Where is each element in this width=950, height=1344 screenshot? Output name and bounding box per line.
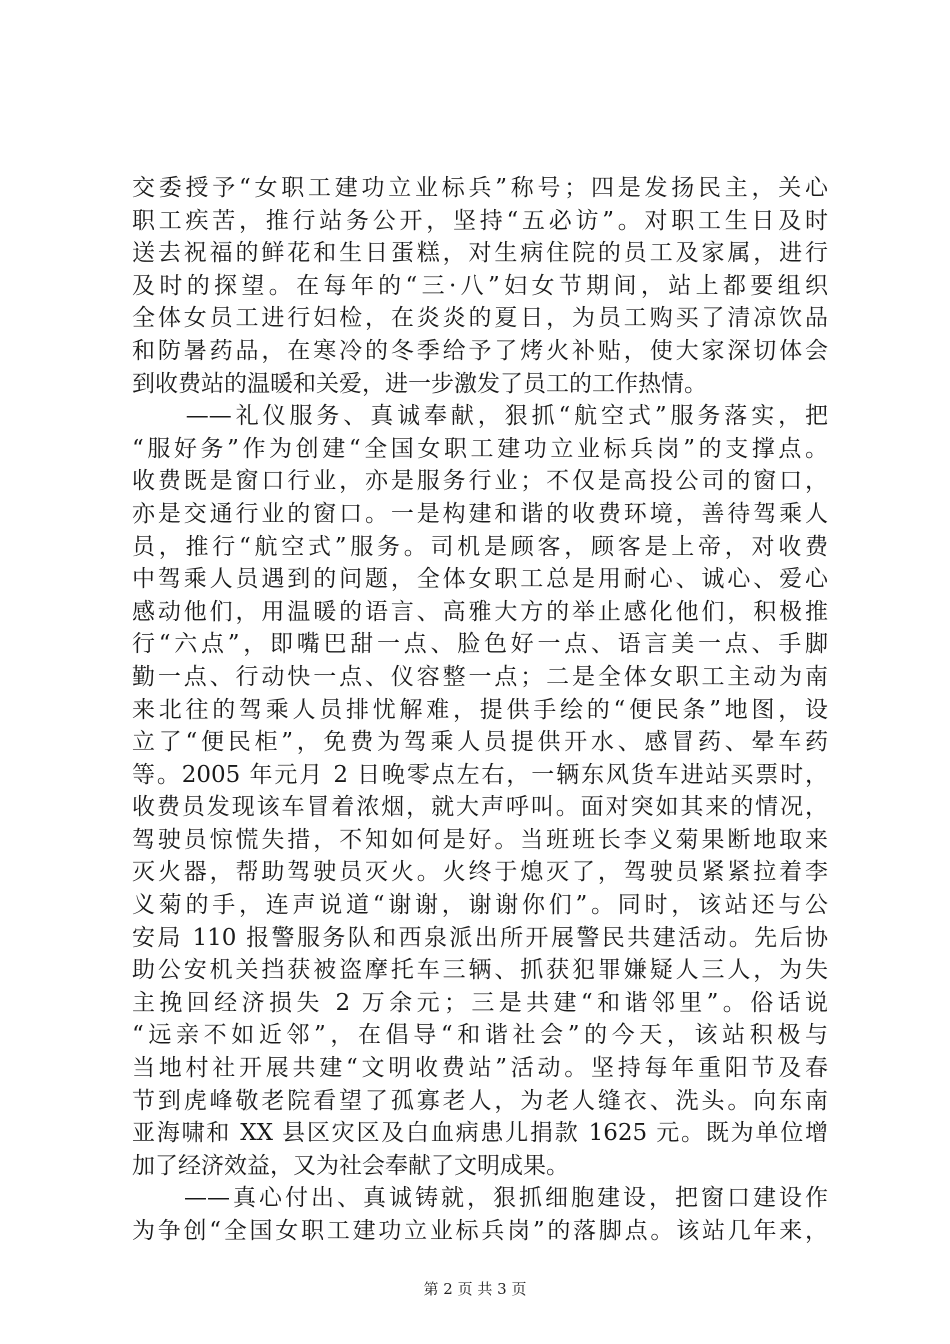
text-line: 立了“便民柜”，免费为驾乘人员提供开水、感冒药、晕车药 bbox=[132, 729, 828, 756]
text-line: 为争创“全国女职工建功立业标兵岗”的落脚点。该站几年来， bbox=[132, 1218, 828, 1244]
text-line: 义菊的手，连声说道“谢谢，谢谢你们”。同时，该站还与公 bbox=[132, 892, 828, 919]
text-line: 当地村社开展共建“文明收费站”活动。坚持每年重阳节及春 bbox=[132, 1055, 828, 1082]
text-line: 加了经济效益，又为社会奉献了文明成果。 bbox=[132, 1152, 569, 1179]
text-line: 主挽回经济损失 2 万余元；三是共建“和谐邻里”。俗话说 bbox=[132, 989, 828, 1016]
text-line: 到收费站的温暖和关爱，进一步激发了员工的工作热情。 bbox=[132, 370, 707, 397]
text-line: 行“六点”，即嘴巴甜一点、脸色好一点、语言美一点、手脚 bbox=[132, 631, 828, 658]
page-footer: 第 2 页 共 3 页 bbox=[423, 1280, 527, 1298]
text-line: 及时的探望。在每年的“三·八”妇女节期间，站上都要组织 bbox=[132, 272, 828, 299]
text-line: 助公安机关挡获被盗摩托车三辆、抓获犯罪嫌疑人三人，为失 bbox=[132, 957, 828, 984]
text-line: “服好务”作为创建“全国女职工建功立业标兵岗”的支撑点。 bbox=[132, 435, 828, 462]
text-line: 等。2005 年元月 2 日晚零点左右，一辆东风货车进站买票时， bbox=[132, 761, 828, 788]
text-line: 职工疾苦，推行站务公开，坚持“五必访”。对职工生日及时 bbox=[132, 207, 828, 234]
text-line: “远亲不如近邻”，在倡导“和谐社会”的今天，该站积极与 bbox=[132, 1022, 828, 1049]
document-body bbox=[132, 172, 828, 1248]
text-line: 亦是交通行业的窗口。一是构建和谐的收费环境，善待驾乘人 bbox=[132, 500, 828, 527]
text-line: 亚海啸和 XX 县区灾区及白血病患儿捐款 1625 元。既为单位增 bbox=[132, 1120, 828, 1147]
text-line: 员，推行“航空式”服务。司机是顾客，顾客是上帝，对收费 bbox=[132, 533, 828, 560]
text-line: 勤一点、行动快一点、仪容整一点；二是全体女职工主动为南 bbox=[132, 663, 828, 690]
text-line: 感动他们，用温暖的语言、高雅大方的举止感化他们，积极推 bbox=[132, 598, 828, 625]
text-line: 交委授予“女职工建功立业标兵”称号；四是发扬民主，关心 bbox=[132, 175, 828, 201]
text-line: 收费员发现该车冒着浓烟，就大声呼叫。面对突如其来的情况， bbox=[132, 794, 828, 821]
text-line: 收费既是窗口行业，亦是服务行业；不仅是高投公司的窗口， bbox=[132, 468, 828, 495]
text-line: 安局 110 报警服务队和西泉派出所开展警民共建活动。先后协 bbox=[132, 924, 828, 951]
text-line: ——真心付出、真诚铸就，狠抓细胞建设，把窗口建设作 bbox=[132, 1185, 828, 1212]
text-line: 灭火器，帮助驾驶员灭火。火终于熄灭了，驾驶员紧紧拉着李 bbox=[132, 859, 828, 886]
text-line: ——礼仪服务、真诚奉献，狠抓“航空式”服务落实，把 bbox=[132, 403, 828, 430]
text-line: 节到虎峰敬老院看望了孤寡老人，为老人缝衣、洗头。向东南 bbox=[132, 1087, 828, 1114]
text-line: 和防暑药品，在寒冷的冬季给予了烤火补贴，使大家深切体会 bbox=[132, 337, 828, 364]
text-line: 驾驶员惊慌失措，不知如何是好。当班班长李义菊果断地取来 bbox=[132, 826, 828, 853]
text-line: 中驾乘人员遇到的问题，全体女职工总是用耐心、诚心、爱心 bbox=[132, 566, 828, 593]
text-line: 全体女员工进行妇检，在炎炎的夏日，为员工购买了清凉饮品 bbox=[132, 305, 828, 332]
text-line: 送去祝福的鲜花和生日蛋糕，对生病住院的员工及家属，进行 bbox=[132, 240, 828, 267]
text-line: 来北往的驾乘人员排忧解难，提供手绘的“便民条”地图，设 bbox=[132, 696, 828, 723]
